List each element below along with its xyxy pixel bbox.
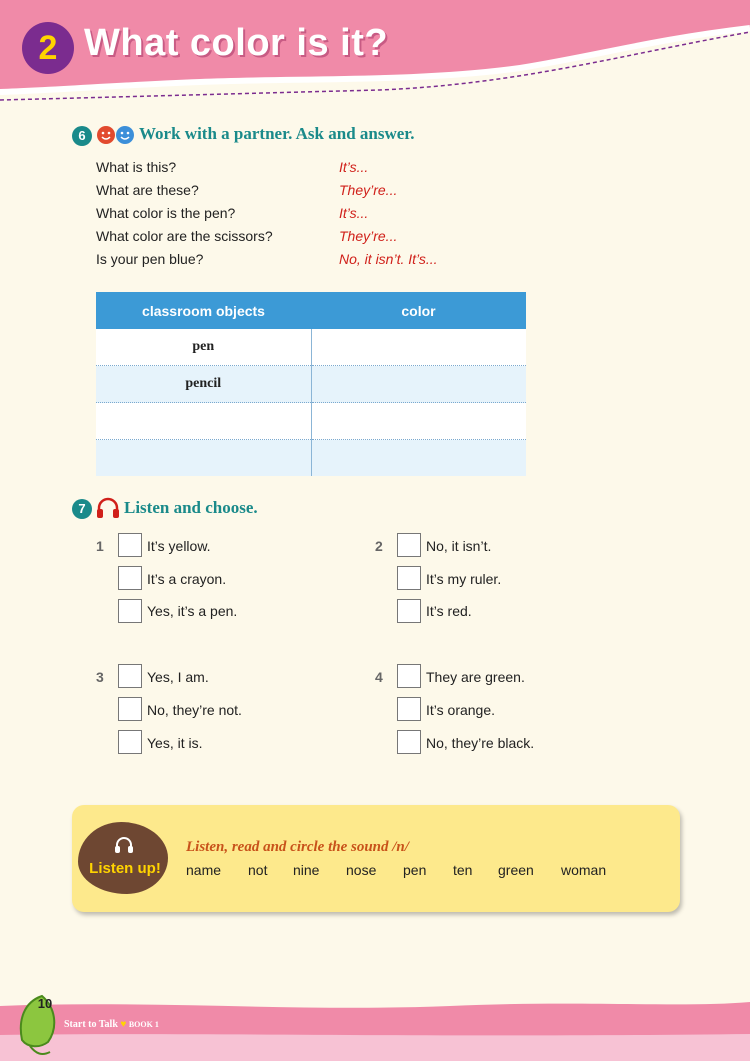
unit-number-badge: 2 <box>22 22 74 74</box>
answer-option: No, they’re black. <box>426 735 535 751</box>
book-title: Start to Talk <box>64 1019 118 1030</box>
question-5: Is your pen blue? <box>96 251 204 267</box>
sound-word[interactable]: not <box>248 862 268 878</box>
table-cell-input[interactable] <box>311 366 526 403</box>
answer-checkbox[interactable] <box>397 599 421 623</box>
answer-checkbox[interactable] <box>118 533 142 557</box>
table-row <box>96 329 526 366</box>
sound-word[interactable]: pen <box>403 862 427 878</box>
table-cell-input[interactable] <box>311 329 526 366</box>
answer-checkbox[interactable] <box>118 664 142 688</box>
question-number: 2 <box>375 538 383 554</box>
answer-option: They are green. <box>426 669 525 685</box>
question-3: What color is the pen? <box>96 205 236 221</box>
exercise-7-title: Listen and choose. <box>124 498 258 517</box>
question-number: 4 <box>375 669 383 685</box>
answer-3: It’s... <box>339 205 369 221</box>
table-cell-input[interactable] <box>311 403 526 440</box>
table-row <box>96 366 526 403</box>
headphones-icon <box>96 497 120 519</box>
page-number: 10 <box>37 996 53 1011</box>
answer-option: It’s a crayon. <box>147 571 227 587</box>
speaker-face-icon <box>96 124 136 146</box>
answer-option: It’s my ruler. <box>426 571 502 587</box>
exercise-7-number: 7 <box>72 499 92 519</box>
classroom-objects-table <box>96 292 526 476</box>
exercise-6-title: Work with a partner. Ask and answer. <box>139 124 415 143</box>
table-header: classroom objects <box>96 292 311 329</box>
headphones-icon <box>114 836 134 854</box>
answer-1: It’s... <box>339 159 369 175</box>
sound-word[interactable]: ten <box>453 862 473 878</box>
answer-checkbox[interactable] <box>397 566 421 590</box>
answer-option: Yes, it’s a pen. <box>147 603 238 619</box>
table-cell-input[interactable] <box>96 440 311 477</box>
question-1: What is this? <box>96 159 177 175</box>
answer-5: No, it isn’t. It’s... <box>339 251 438 267</box>
answer-option: No, it isn’t. <box>426 538 492 554</box>
answer-checkbox[interactable] <box>118 599 142 623</box>
answer-checkbox[interactable] <box>397 730 421 754</box>
answer-option: Yes, I am. <box>147 669 209 685</box>
sound-word[interactable]: nose <box>346 862 377 878</box>
unit-title: What color is it? <box>84 22 389 64</box>
table-row <box>96 403 526 440</box>
sound-word[interactable]: woman <box>561 862 607 878</box>
book-suffix: BOOK 1 <box>128 1020 159 1029</box>
question-2: What are these? <box>96 182 199 198</box>
exercise-6-number: 6 <box>72 126 92 146</box>
answer-option: It’s yellow. <box>147 538 211 554</box>
sound-word[interactable]: green <box>498 862 534 878</box>
sound-word[interactable]: nine <box>293 862 320 878</box>
table-cell-input[interactable] <box>311 440 526 477</box>
table-cell-input[interactable] <box>96 403 311 440</box>
table-header: color <box>311 292 526 329</box>
listen-up-instruction: Listen, read and circle the sound /n/ <box>186 839 409 855</box>
answer-checkbox[interactable] <box>397 697 421 721</box>
table-cell: pencil <box>96 366 311 403</box>
heart-icon: ♥ <box>120 1019 127 1030</box>
answer-checkbox[interactable] <box>397 664 421 688</box>
listen-up-label: Listen up! <box>89 860 161 877</box>
answer-option: It’s orange. <box>426 702 496 718</box>
listen-up-badge <box>78 822 168 894</box>
book-label <box>64 1019 159 1030</box>
answer-option: Yes, it is. <box>147 735 203 751</box>
table-row <box>96 440 526 477</box>
answer-option: It’s red. <box>426 603 472 619</box>
answer-checkbox[interactable] <box>118 730 142 754</box>
question-4: What color are the scissors? <box>96 228 273 244</box>
table-cell: pen <box>96 329 311 366</box>
answer-checkbox[interactable] <box>118 566 142 590</box>
sound-word[interactable]: name <box>186 862 222 878</box>
answer-option: No, they’re not. <box>147 702 242 718</box>
answer-checkbox[interactable] <box>397 533 421 557</box>
question-number: 3 <box>96 669 104 685</box>
answer-2: They’re... <box>339 182 398 198</box>
answer-4: They’re... <box>339 228 398 244</box>
answer-checkbox[interactable] <box>118 697 142 721</box>
question-number: 1 <box>96 538 104 554</box>
